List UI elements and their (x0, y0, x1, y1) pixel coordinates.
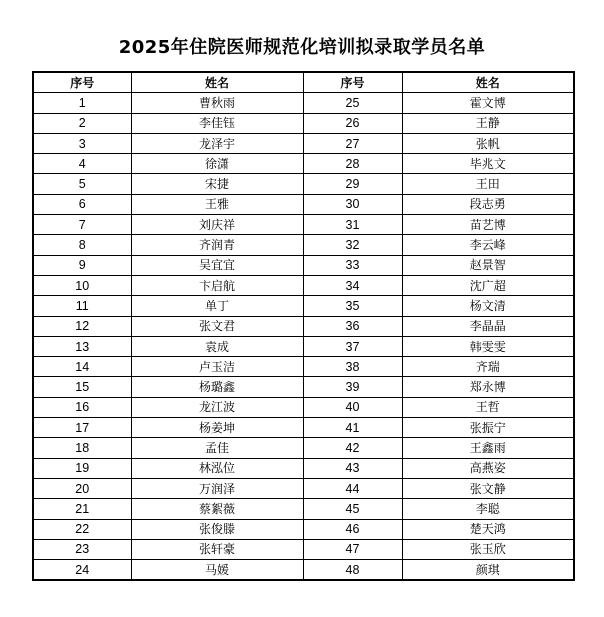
serial-left-cell: 1 (33, 93, 131, 113)
name-left-cell: 林泓位 (131, 458, 303, 478)
name-right-cell: 毕兆文 (402, 154, 574, 174)
name-left-cell: 李佳钰 (131, 113, 303, 133)
serial-right-cell: 33 (303, 255, 402, 275)
serial-right-cell: 25 (303, 93, 402, 113)
header-serial-right: 序号 (303, 72, 402, 93)
name-left-cell: 张俊滕 (131, 519, 303, 539)
serial-right-cell: 27 (303, 133, 402, 153)
name-right-cell: 李晶晶 (402, 316, 574, 336)
serial-right-cell: 39 (303, 377, 402, 397)
name-right-cell: 王鑫雨 (402, 438, 574, 458)
table-row (33, 499, 574, 519)
table-row (33, 316, 574, 336)
serial-right-cell: 31 (303, 215, 402, 235)
serial-right-cell: 37 (303, 336, 402, 356)
serial-left-cell: 10 (33, 275, 131, 295)
header-name-right: 姓名 (402, 72, 574, 93)
serial-right-cell: 30 (303, 194, 402, 214)
serial-left-cell: 3 (33, 133, 131, 153)
name-right-cell: 齐瑞 (402, 357, 574, 377)
name-right-cell: 韩雯雯 (402, 336, 574, 356)
serial-right-cell: 43 (303, 458, 402, 478)
name-left-cell: 刘庆祥 (131, 215, 303, 235)
serial-right-cell: 26 (303, 113, 402, 133)
table-row (33, 458, 574, 478)
serial-left-cell: 2 (33, 113, 131, 133)
table-row (33, 174, 574, 194)
table-row (33, 133, 574, 153)
table-body (33, 93, 574, 581)
table-header-row (33, 72, 574, 93)
table-row (33, 397, 574, 417)
name-left-cell: 曹秋雨 (131, 93, 303, 113)
serial-right-cell: 44 (303, 478, 402, 498)
serial-right-cell: 47 (303, 539, 402, 559)
table-row (33, 154, 574, 174)
serial-left-cell: 5 (33, 174, 131, 194)
serial-left-cell: 9 (33, 255, 131, 275)
serial-left-cell: 7 (33, 215, 131, 235)
name-left-cell: 龙江波 (131, 397, 303, 417)
serial-right-cell: 32 (303, 235, 402, 255)
name-right-cell: 王田 (402, 174, 574, 194)
serial-left-cell: 15 (33, 377, 131, 397)
table-row (33, 336, 574, 356)
serial-right-cell: 28 (303, 154, 402, 174)
name-left-cell: 蔡絮薇 (131, 499, 303, 519)
table-row (33, 438, 574, 458)
serial-left-cell: 13 (33, 336, 131, 356)
name-right-cell: 高燕姿 (402, 458, 574, 478)
serial-right-cell: 45 (303, 499, 402, 519)
name-left-cell: 王雅 (131, 194, 303, 214)
serial-right-cell: 41 (303, 418, 402, 438)
name-right-cell: 张帆 (402, 133, 574, 153)
name-right-cell: 张振宁 (402, 418, 574, 438)
serial-left-cell: 12 (33, 316, 131, 336)
serial-left-cell: 18 (33, 438, 131, 458)
serial-right-cell: 29 (303, 174, 402, 194)
table-row (33, 194, 574, 214)
table-row (33, 560, 574, 581)
serial-left-cell: 22 (33, 519, 131, 539)
serial-left-cell: 4 (33, 154, 131, 174)
serial-left-cell: 11 (33, 296, 131, 316)
serial-right-cell: 36 (303, 316, 402, 336)
name-left-cell: 万润泽 (131, 478, 303, 498)
name-left-cell: 徐潇 (131, 154, 303, 174)
serial-left-cell: 21 (33, 499, 131, 519)
table-row (33, 255, 574, 275)
serial-right-cell: 38 (303, 357, 402, 377)
name-left-cell: 单丁 (131, 296, 303, 316)
serial-right-cell: 48 (303, 560, 402, 581)
table-row (33, 519, 574, 539)
name-right-cell: 赵景智 (402, 255, 574, 275)
name-right-cell: 郑永博 (402, 377, 574, 397)
header-serial-left: 序号 (33, 72, 131, 93)
table-row (33, 93, 574, 113)
header-name-left: 姓名 (131, 72, 303, 93)
serial-left-cell: 23 (33, 539, 131, 559)
name-left-cell: 张文君 (131, 316, 303, 336)
name-right-cell: 杨文清 (402, 296, 574, 316)
serial-left-cell: 8 (33, 235, 131, 255)
serial-right-cell: 40 (303, 397, 402, 417)
name-left-cell: 袁成 (131, 336, 303, 356)
serial-right-cell: 46 (303, 519, 402, 539)
name-right-cell: 楚天鸿 (402, 519, 574, 539)
name-left-cell: 吴宜宜 (131, 255, 303, 275)
page-title: 2025年住院医师规范化培训拟录取学员名单 (118, 37, 486, 58)
name-left-cell: 卞启航 (131, 275, 303, 295)
name-right-cell: 苗艺博 (402, 215, 574, 235)
name-left-cell: 宋捷 (131, 174, 303, 194)
table-row (33, 113, 574, 133)
serial-right-cell: 34 (303, 275, 402, 295)
name-right-cell: 王静 (402, 113, 574, 133)
name-right-cell: 段志勇 (402, 194, 574, 214)
name-left-cell: 卢玉洁 (131, 357, 303, 377)
table-row (33, 539, 574, 559)
serial-right-cell: 35 (303, 296, 402, 316)
serial-left-cell: 19 (33, 458, 131, 478)
serial-left-cell: 24 (33, 560, 131, 581)
table-row (33, 235, 574, 255)
name-left-cell: 张轩豪 (131, 539, 303, 559)
name-right-cell: 颜琪 (402, 560, 574, 581)
name-right-cell: 李聪 (402, 499, 574, 519)
admission-list-table (32, 71, 575, 581)
table-row (33, 478, 574, 498)
table-row (33, 215, 574, 235)
name-left-cell: 杨璐鑫 (131, 377, 303, 397)
name-left-cell: 龙泽宇 (131, 133, 303, 153)
name-right-cell: 张文静 (402, 478, 574, 498)
name-left-cell: 齐润青 (131, 235, 303, 255)
table-row (33, 357, 574, 377)
table-row (33, 275, 574, 295)
name-right-cell: 李云峰 (402, 235, 574, 255)
name-right-cell: 霍文博 (402, 93, 574, 113)
serial-right-cell: 42 (303, 438, 402, 458)
name-left-cell: 马媛 (131, 560, 303, 581)
serial-left-cell: 14 (33, 357, 131, 377)
name-right-cell: 沈广超 (402, 275, 574, 295)
serial-left-cell: 16 (33, 397, 131, 417)
serial-left-cell: 20 (33, 478, 131, 498)
serial-left-cell: 17 (33, 418, 131, 438)
name-left-cell: 杨姜坤 (131, 418, 303, 438)
table-row (33, 418, 574, 438)
name-right-cell: 张玉欣 (402, 539, 574, 559)
name-left-cell: 孟佳 (131, 438, 303, 458)
name-right-cell: 王哲 (402, 397, 574, 417)
table-row (33, 377, 574, 397)
table-row (33, 296, 574, 316)
serial-left-cell: 6 (33, 194, 131, 214)
